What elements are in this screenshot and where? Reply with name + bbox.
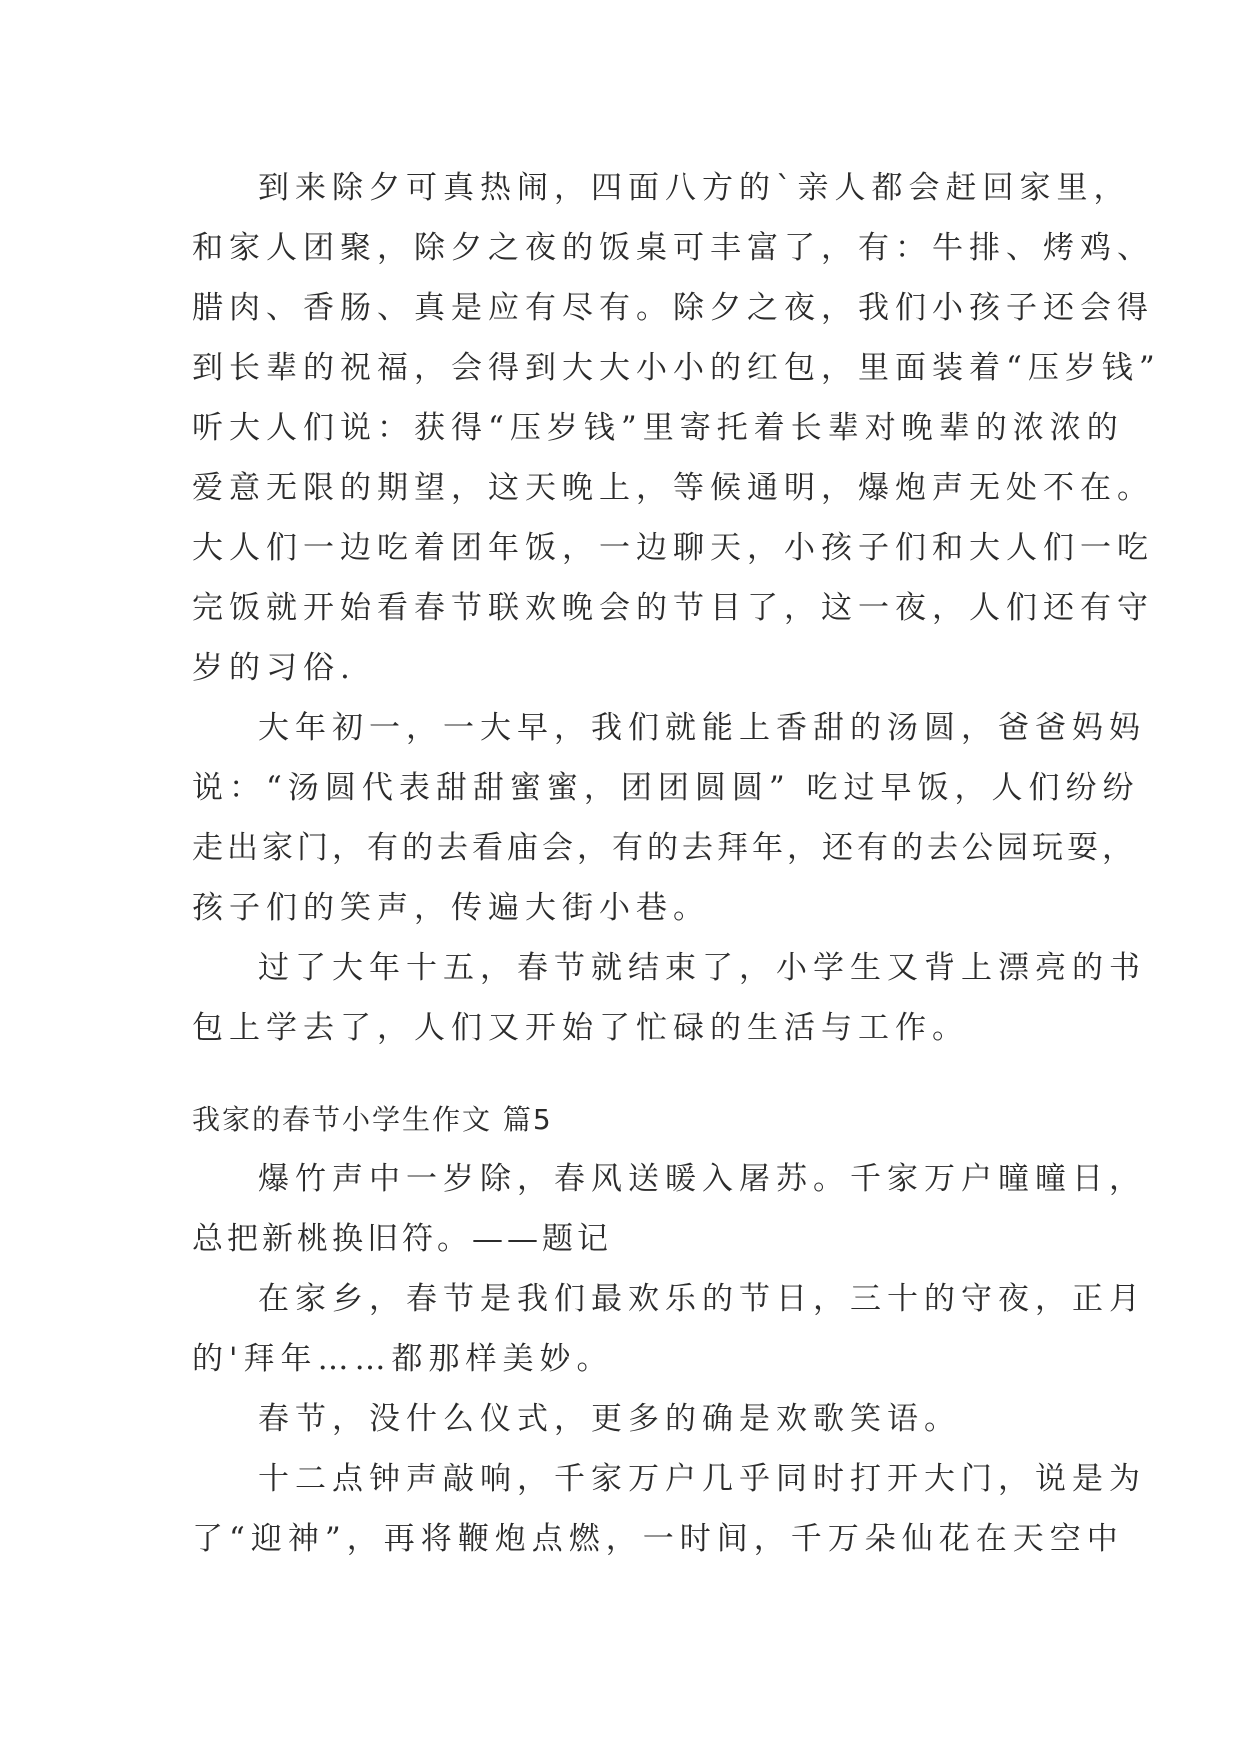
paragraph-line: 总把新桃换旧符。——题记 — [192, 1221, 612, 1257]
paragraph-line: 在家乡，春节是我们最欢乐的节日，三十的守夜，正月 — [258, 1281, 1146, 1317]
paragraph-line: 爱意无限的期望，这天晚上，等候通明，爆炮声无处不在。 — [192, 470, 1154, 506]
paragraph-line: 孩子们的笑声，传遍大街小巷。 — [192, 890, 710, 926]
paragraph-line: 大人们一边吃着团年饭，一边聊天，小孩子们和大人们一吃 — [192, 530, 1154, 566]
paragraph-line: 春节，没什么仪式，更多的确是欢歌笑语。 — [258, 1401, 961, 1437]
paragraph-line: 完饭就开始看春节联欢晚会的节目了，这一夜，人们还有守 — [192, 590, 1154, 626]
paragraph-line: 过了大年十五，春节就结束了，小学生又背上漂亮的书 — [258, 950, 1146, 986]
paragraph-line: 腊肉、香肠、真是应有尽有。除夕之夜，我们小孩子还会得 — [192, 290, 1154, 326]
section-heading: 我家的春节小学生作文 篇5 — [192, 1103, 553, 1136]
paragraph-line: 到来除夕可真热闹，四面八方的`亲人都会赶回家里， — [258, 170, 1131, 206]
paragraph-line: 了“迎神”，再将鞭炮点燃，一时间，千万朵仙花在天空中 — [192, 1521, 1124, 1557]
paragraph-line: 的'拜年……都那样美妙。 — [192, 1341, 614, 1377]
paragraph-line: 大年初一，一大早，我们就能上香甜的汤圆，爸爸妈妈 — [258, 710, 1146, 746]
paragraph-line: 走出家门，有的去看庙会，有的去拜年，还有的去公园玩耍， — [192, 830, 1137, 866]
paragraph-line: 说：“汤圆代表甜甜蜜蜜，团团圆圆” 吃过早饭，人们纷纷 — [192, 770, 1140, 806]
paragraph-line: 十二点钟声敲响，千家万户几乎同时打开大门，说是为 — [258, 1461, 1146, 1497]
paragraph-line: 和家人团聚，除夕之夜的饭桌可丰富了，有：牛排、烤鸡、 — [192, 230, 1154, 266]
paragraph-line: 到长辈的祝福，会得到大大小小的红包，里面装着“压岁钱” — [192, 350, 1161, 386]
paragraph-line: 爆竹声中一岁除，春风送暖入屠苏。千家万户曈曈日， — [258, 1161, 1146, 1197]
paragraph-line: 包上学去了，人们又开始了忙碌的生活与工作。 — [192, 1010, 969, 1046]
paragraph-line: 岁的习俗. — [192, 650, 356, 686]
paragraph-line: 听大人们说：获得“压岁钱”里寄托着长辈对晚辈的浓浓的 — [192, 410, 1124, 446]
